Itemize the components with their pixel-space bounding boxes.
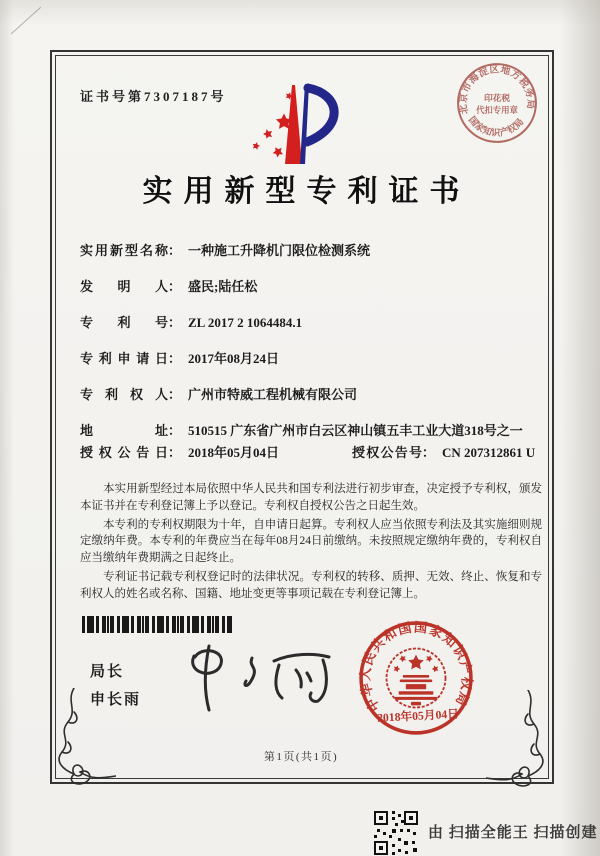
tax-stamp xyxy=(454,60,540,146)
certificate-number: 证书号第7307187号 xyxy=(80,89,227,104)
field-row-patentee xyxy=(80,386,542,404)
field-colon: ： xyxy=(168,279,182,294)
field-value: 盛民;陆任松 xyxy=(188,279,258,294)
field-colon: ： xyxy=(168,423,182,438)
corner-flourish-right-icon xyxy=(486,690,558,790)
legal-text xyxy=(80,481,542,605)
grant-number-group xyxy=(352,444,535,462)
field-row-filing-date xyxy=(80,350,542,368)
logo-red-parts xyxy=(251,85,302,164)
logo-blue-parts xyxy=(300,84,309,164)
field-value: 510515 广东省广州市白云区神山镇五丰工业大道318号之一 xyxy=(188,423,523,438)
seal-ring-text: 中华人民共和国国家知识产权局 xyxy=(357,619,475,715)
field-label: 实用新型名称 xyxy=(80,243,168,258)
officer-name: 申长雨 xyxy=(90,691,142,708)
field-row-patent-number xyxy=(80,314,542,332)
stamp-center-line1: 印花税 xyxy=(483,92,511,103)
grant-number-label: 授权公告号 xyxy=(352,445,422,460)
seal-date: 2018年05月04日 xyxy=(376,707,460,725)
field-label: 专利申请日 xyxy=(80,351,168,366)
field-label: 专利权人 xyxy=(80,387,168,402)
stamp-arc-bottom-text: 国家知识产权局 xyxy=(466,114,526,138)
commissioner-signature xyxy=(176,634,344,718)
field-label: 发明人 xyxy=(80,279,168,294)
officer-title: 局长 xyxy=(90,663,125,680)
field-value: 一种施工升降机门限位检测系统 xyxy=(188,243,371,258)
field-colon: ： xyxy=(168,351,182,366)
field-colon: ： xyxy=(422,445,436,460)
grant-row xyxy=(80,444,542,462)
legal-paragraph: 本专利的专利权期限为十年，自申请日起算。专利权人应当依照专利法及其实施细则规定缴纳年费。本专利的年费应当在每年08月24日前缴纳。未按照规定缴纳年费的，专利权自应当缴纳年费期满之日起终止。 xyxy=(80,518,542,565)
barcode xyxy=(82,616,232,633)
field-row-name xyxy=(80,242,542,260)
field-colon: ： xyxy=(168,315,182,330)
field-value: 2017年08月24日 xyxy=(188,351,280,366)
field-row-inventor xyxy=(80,278,542,296)
field-row-address xyxy=(80,422,542,440)
legal-paragraph: 本实用新型经过本局依照中华人民共和国专利法进行初步审查，决定授予专利权，颁发本证书并在专利登记簿上予以登记。专利权自授权公告之日起生效。 xyxy=(80,483,542,512)
field-value: ZL 2017 2 1064484.1 xyxy=(188,315,303,330)
fields-section xyxy=(80,242,542,480)
corner-flourish-left-icon xyxy=(44,688,116,788)
page-number: 第1页(共1页) xyxy=(263,751,339,763)
certificate-title: 实用新型专利证书 xyxy=(142,175,471,208)
stamp-center-line2: 代扣专用章 xyxy=(476,106,518,116)
grant-date-value: 2018年05月04日 xyxy=(188,445,280,460)
field-colon: ： xyxy=(168,243,182,258)
logo-p-bowl xyxy=(307,88,334,142)
field-value: 广州市特威工程机械有限公司 xyxy=(188,387,358,402)
grant-number-value: CN 207312861 U xyxy=(442,445,536,460)
sipo-logo-icon xyxy=(244,82,356,168)
scanner-credit: 由 扫描全能王 扫描创建 xyxy=(428,825,598,841)
scan-artifact-line xyxy=(11,7,41,35)
stamp-arc-top-text: 北京市海淀区地方税务局 xyxy=(457,64,536,116)
field-label: 地址 xyxy=(80,423,168,438)
sipo-official-seal xyxy=(357,619,475,737)
grant-date-label: 授权公告日 xyxy=(80,445,168,460)
field-colon: ： xyxy=(168,445,182,460)
legal-paragraph: 专利证书记载专利权登记时的法律状况。专利权的转移、质押、无效、终止、恢复和专利权人的姓名或名称、国籍、地址变更等事项记载在专利登记簿上。 xyxy=(80,570,542,600)
svg-text:中华人民共和国国家知识产权局 xyxy=(357,619,475,715)
field-label: 专利号 xyxy=(80,315,168,330)
qr-code xyxy=(374,811,418,855)
national-emblem-icon xyxy=(387,649,446,708)
field-colon: ： xyxy=(168,387,182,402)
